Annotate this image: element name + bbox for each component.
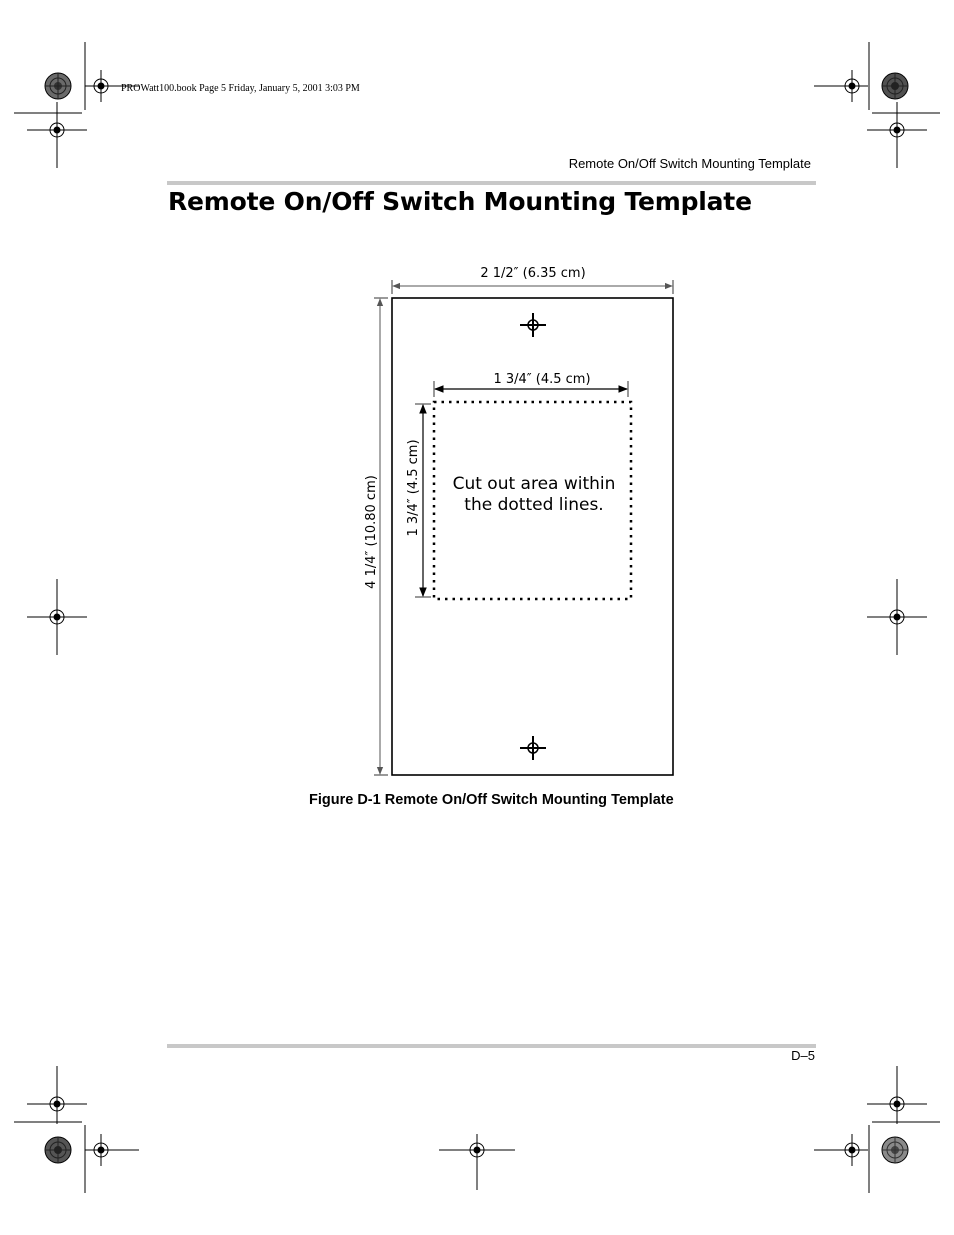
running-head: Remote On/Off Switch Mounting Template [568,156,811,171]
mounting-hole-bottom [520,736,546,760]
cutout-instruction-line2: the dotted lines. [464,495,604,515]
cutout-height-label: 1 3/4″ (4.5 cm) [406,439,421,537]
page-title: Remote On/Off Switch Mounting Template [168,187,752,216]
crop-marks [14,42,940,1193]
cutout-width-dimension [434,372,628,397]
registration-marks [27,70,927,1190]
cutout-width-label: 1 3/4″ (4.5 cm) [493,372,591,387]
height-dimension [364,298,388,775]
cutout-height-dimension [406,404,431,597]
footer-rule [167,1044,816,1048]
height-label: 4 1/4″ (10.80 cm) [364,475,379,589]
width-dimension [392,266,673,294]
printer-slug-line: PROWatt100.book Page 5 Friday, January 5, 2001 3:03 PM [121,83,360,94]
mounting-hole-top [520,313,546,337]
page-number: D–5 [791,1048,815,1063]
figure-caption: Figure D-1 Remote On/Off Switch Mounting Template [309,792,674,808]
width-label: 2 1/2″ (6.35 cm) [480,266,586,281]
color-bar-starbursts [45,73,908,1163]
cutout-instruction-line1: Cut out area within [452,474,616,494]
